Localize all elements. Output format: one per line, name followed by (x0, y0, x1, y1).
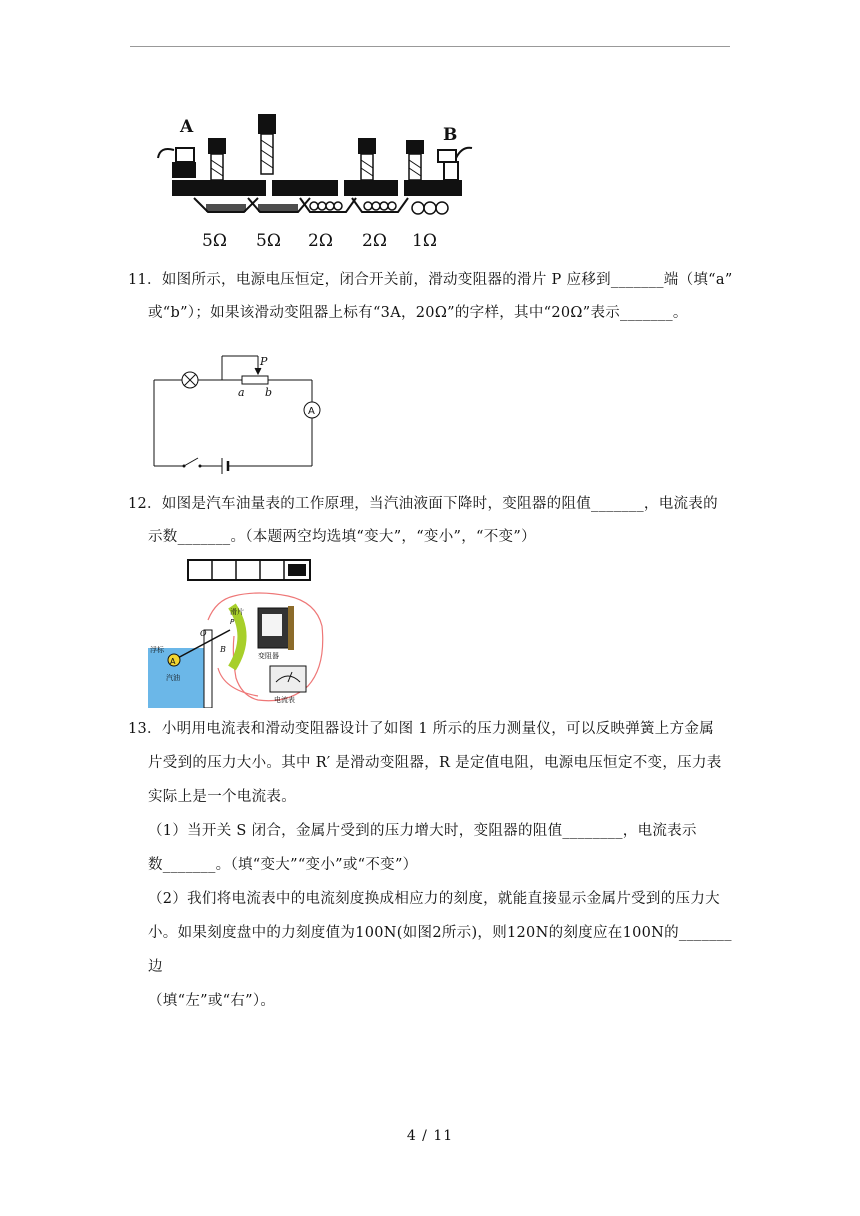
q11-line2: 或“b”）；如果该滑动变阻器上标有“3A，20Ω”的字样，其中“20Ω”表示_______。 (148, 305, 688, 321)
resistor-value-2: 5Ω (256, 231, 281, 251)
label-p: P (260, 355, 268, 368)
page-number: 4 / 11 (406, 1128, 454, 1144)
resistor-box-figure (150, 108, 480, 256)
gasoline-label: 汽油 (166, 674, 180, 682)
q12-line1: 12．如图是汽车油量表的工作原理，当汽油液面下降时，变阻器的阻值_______，电流表的 (128, 496, 718, 512)
label-b-end: b (265, 386, 273, 399)
q13-sub2-line1: （2）我们将电流表中的电流刻度换成相应力的刻度，就能直接显示金属片受到的压力大 (148, 891, 720, 907)
label-o: O (200, 629, 207, 638)
label-a-end: a (238, 386, 245, 399)
question-13 (128, 712, 738, 1018)
q13-sub2-line2: 小。如果刻度盘中的力刻度值为100N(如图2所示)，则120N的刻度应在100N的_______边 (148, 925, 732, 975)
q13-sub1-line1: （1）当开关 S 闭合，金属片受到的压力增大时，变阻器的阻值________，电流表示 (148, 823, 697, 839)
label-b-point: B (220, 645, 226, 654)
float-meter-letter: A (170, 657, 176, 666)
ammeter-label: A (308, 406, 315, 417)
question-12 (128, 488, 738, 554)
q13-line2: 片受到的压力大小。其中 R′ 是滑动变阻器，R 是定值电阻，电源电压恒定不变，压力表 (148, 755, 722, 771)
q13-sub2-line3: （填“左”或“右”）。 (148, 993, 276, 1009)
q12-line2: 示数_______。（本题两空均选填“变大”，“变小”，“不变”） (148, 529, 536, 545)
slider-label: 滑片 (230, 608, 244, 616)
fuel-gauge-figure (148, 556, 328, 708)
label-b: B (443, 125, 458, 145)
resistor-value-3: 2Ω (308, 231, 333, 251)
ammeter-label-cn: 电流表 (274, 696, 295, 704)
q13-line3: 实际上是一个电流表。 (148, 789, 296, 805)
q11-line1: 11．如图所示，电源电压恒定，闭合开关前，滑动变阻器的滑片 P 应移到_______端（填“a” (128, 272, 733, 288)
rheostat-label: 变阻器 (258, 652, 279, 660)
p-label: P (230, 618, 235, 626)
label-a: A (180, 117, 194, 137)
resistor-value-1: 5Ω (202, 231, 227, 251)
q13-sub1-line2: 数_______。（填“变大”“变小”或“不变”） (148, 857, 418, 873)
resistor-value-5: 1Ω (412, 231, 437, 251)
float-label: 浮标 (150, 646, 164, 654)
resistor-value-4: 2Ω (362, 231, 387, 251)
circuit-figure (148, 350, 328, 474)
header-rule (130, 46, 730, 47)
q13-line1: 13．小明用电流表和滑动变阻器设计了如图 1 所示的压力测量仪，可以反映弹簧上方金属 (128, 721, 714, 737)
question-11 (128, 264, 738, 330)
